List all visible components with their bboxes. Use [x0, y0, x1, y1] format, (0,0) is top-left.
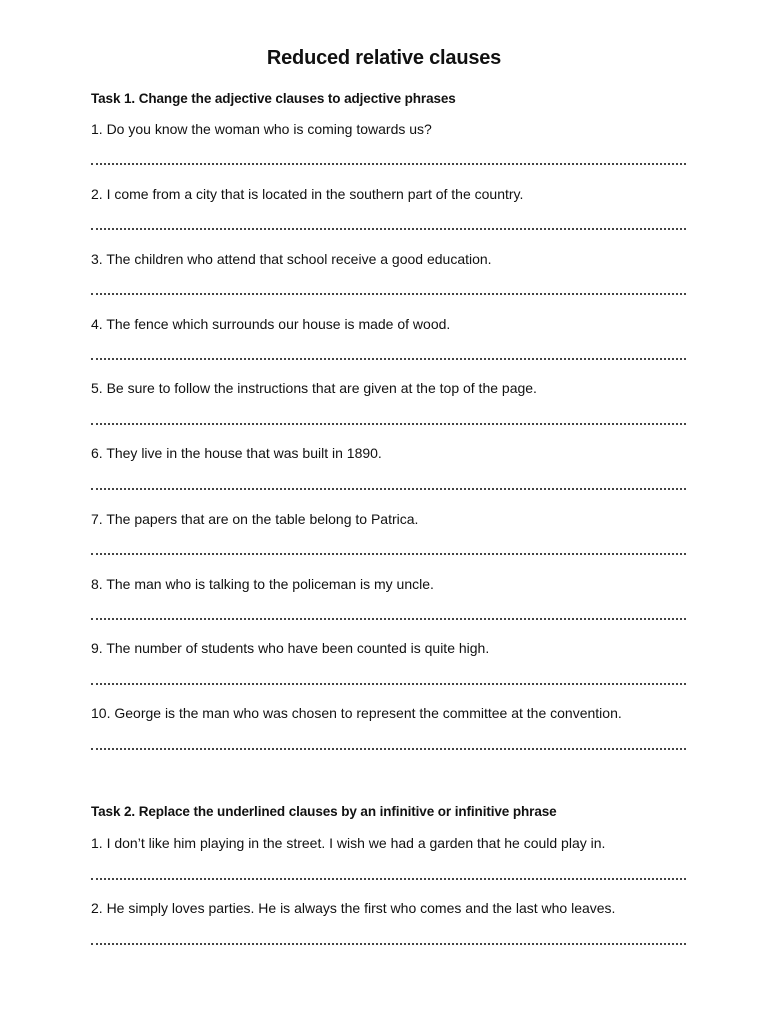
task1-question-6: 6. They live in the house that was built in 1890.: [91, 445, 382, 461]
task1-question-2: 2. I come from a city that is located in the southern part of the country.: [91, 186, 524, 202]
task1-answer-line-10[interactable]: [91, 748, 686, 750]
task1-answer-line-7[interactable]: [91, 553, 686, 555]
task1-answer-line-2[interactable]: [91, 228, 686, 230]
task1-question-3: 3. The children who attend that school receive a good education.: [91, 251, 492, 267]
task1-question-9: 9. The number of students who have been counted is quite high.: [91, 640, 490, 656]
task1-answer-line-6[interactable]: [91, 488, 686, 490]
task2-question-1: 1. I don’t like him playing in the street. I wish we had a garden that he could play in.: [91, 835, 606, 851]
task1-question-8: 8. The man who is talking to the policeman is my uncle.: [91, 576, 434, 592]
task1-answer-line-4[interactable]: [91, 358, 686, 360]
task1-answer-line-5[interactable]: [91, 423, 686, 425]
task2-answer-line-1[interactable]: [91, 878, 686, 880]
task1-heading: Task 1. Change the adjective clauses to adjective phrases: [91, 91, 456, 106]
task1-question-10: 10. George is the man who was chosen to represent the committee at the convention.: [91, 705, 622, 721]
task2-heading: Task 2. Replace the underlined clauses by an infinitive or infinitive phrase: [91, 804, 557, 819]
page-title: Reduced relative clauses: [266, 47, 502, 69]
task2-question-2: 2. He simply loves parties. He is always the first who comes and the last who leaves.: [91, 900, 616, 916]
task1-answer-line-8[interactable]: [91, 618, 686, 620]
task1-question-5: 5. Be sure to follow the instructions that are given at the top of the page.: [91, 380, 537, 396]
task1-answer-line-3[interactable]: [91, 293, 686, 295]
task1-question-4: 4. The fence which surrounds our house is made of wood.: [91, 316, 451, 332]
task1-question-1: 1. Do you know the woman who is coming towards us?: [91, 121, 432, 137]
task1-question-7: 7. The papers that are on the table belong to Patrica.: [91, 511, 419, 527]
task1-answer-line-9[interactable]: [91, 683, 686, 685]
task1-answer-line-1[interactable]: [91, 163, 686, 165]
task2-answer-line-2[interactable]: [91, 943, 686, 945]
